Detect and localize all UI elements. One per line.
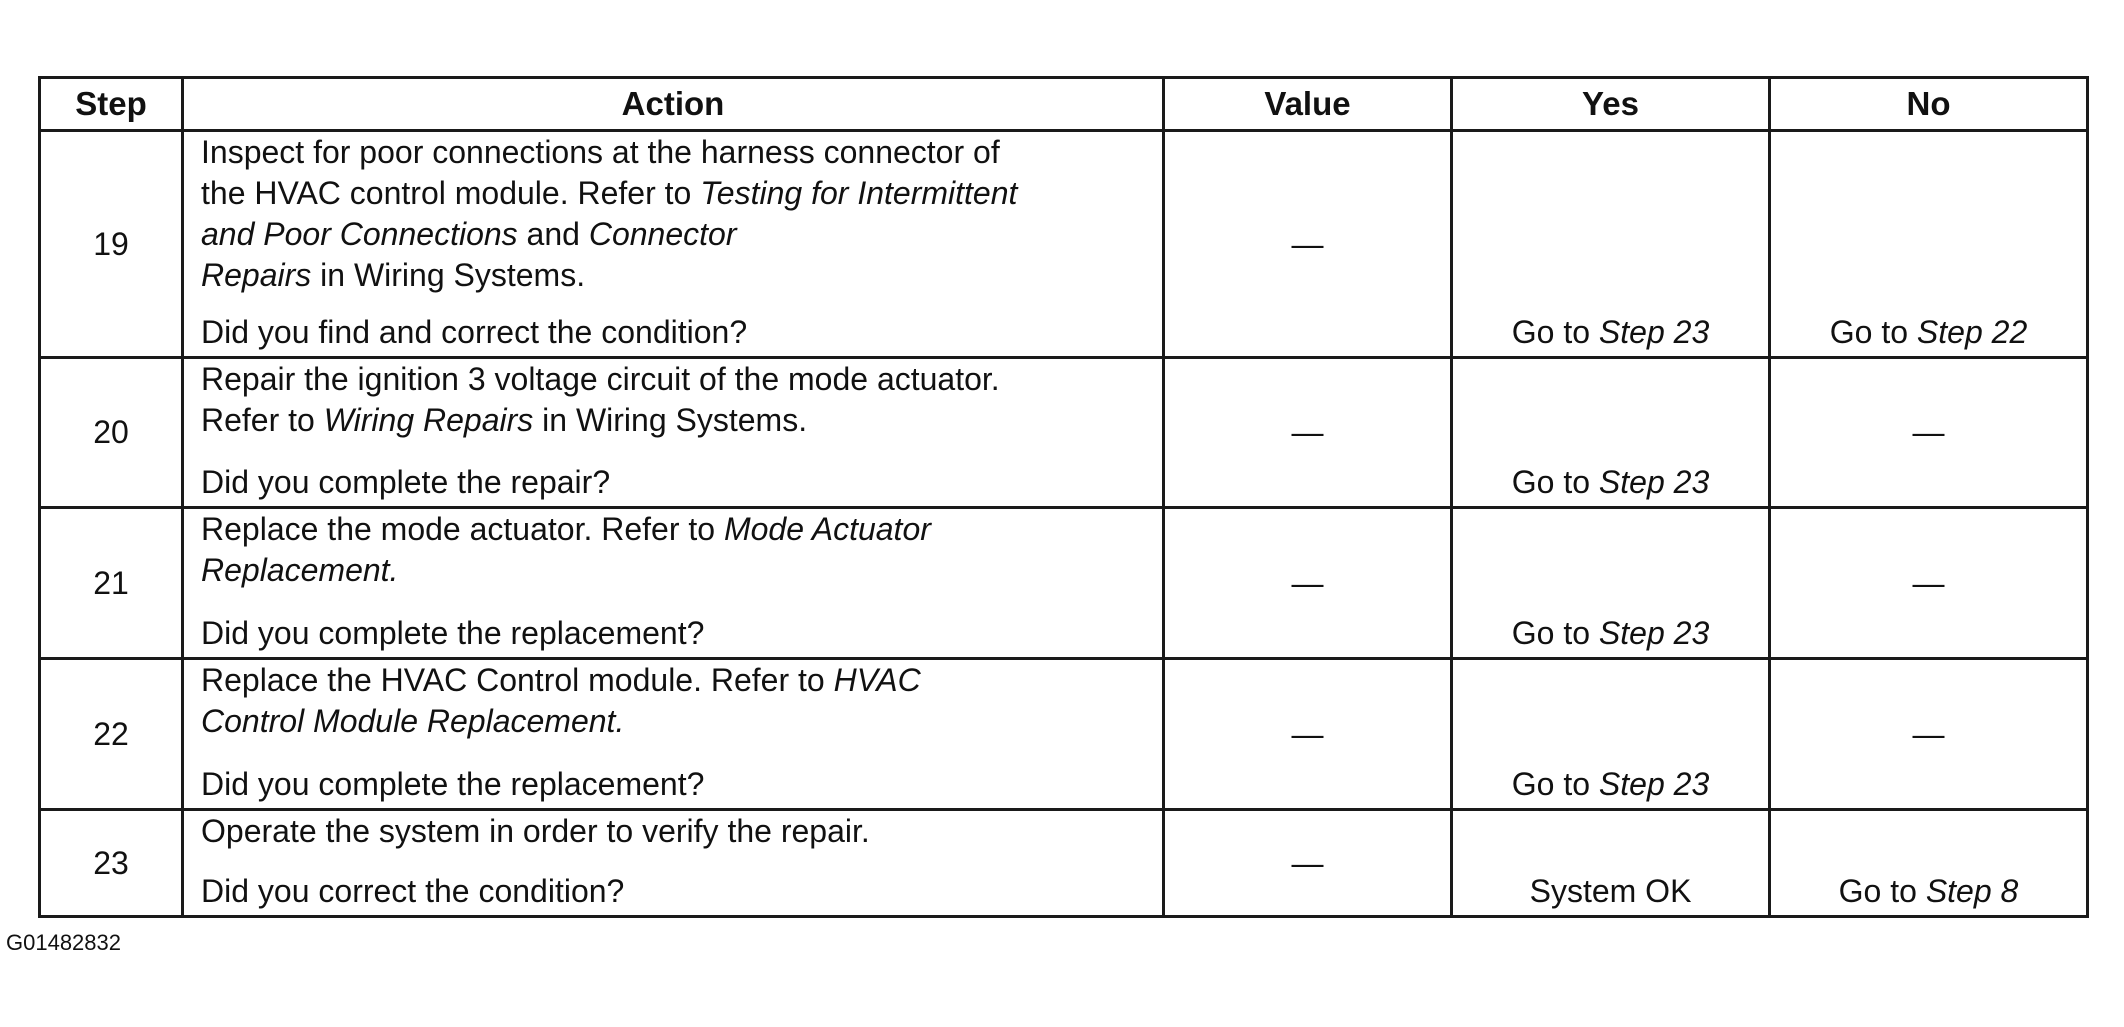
action-cell (183, 659, 1164, 810)
header-row (40, 78, 2088, 131)
reference-link: Replacement. (201, 552, 399, 588)
action-question: Did you complete the replacement? (201, 766, 705, 802)
action-header: Action (183, 78, 1164, 131)
yes-cell: Go to Step 23 (1452, 508, 1770, 659)
step-number: 23 (40, 810, 183, 917)
reference-link: and Poor Connections (201, 216, 518, 252)
reference-link: Repairs (201, 257, 312, 293)
reference-link: Testing for Intermittent (700, 175, 1018, 211)
step-number: 20 (40, 358, 183, 508)
reference-link: Control Module Replacement. (201, 703, 625, 739)
reference-link: Wiring Repairs (323, 402, 534, 438)
action-text: Inspect for poor connections at the harness connector of the HVAC control module. Refer to Testing for Intermittent and Poor Connections and Connector Repairs in Wiring Systems. (201, 134, 1018, 293)
action-question: Did you find and correct the condition? (201, 314, 748, 350)
step-number: 22 (40, 659, 183, 810)
yes-cell: Go to Step 23 (1452, 131, 1770, 358)
action-text: Replace the mode actuator. Refer to Mode Actuator Replacement. (201, 511, 931, 588)
action-cell (183, 131, 1164, 358)
value-cell: — (1164, 508, 1452, 659)
table-row (40, 358, 2088, 508)
step-header: Step (40, 78, 183, 131)
value-cell: — (1164, 810, 1452, 917)
value-cell: — (1164, 659, 1452, 810)
table-row (40, 508, 2088, 659)
no-cell: — (1770, 358, 2088, 508)
action-question: Did you correct the condition? (201, 873, 625, 909)
no-cell: — (1770, 508, 2088, 659)
yes-cell: Go to Step 23 (1452, 358, 1770, 508)
yes-cell: Go to Step 23 (1452, 659, 1770, 810)
reference-link: Connector (588, 216, 737, 252)
figure-id: G01482832 (6, 930, 121, 955)
no-cell: — (1770, 659, 2088, 810)
table-row (40, 810, 2088, 917)
no-header: No (1770, 78, 2088, 131)
table-row (40, 131, 2088, 358)
action-text: Repair the ignition 3 voltage circuit of the mode actuator. Refer to Wiring Repairs in Wiring Systems. (201, 361, 1000, 438)
no-cell: Go to Step 8 (1770, 810, 2088, 917)
yes-cell: System OK (1452, 810, 1770, 917)
action-cell (183, 358, 1164, 508)
step-number: 19 (40, 131, 183, 358)
table-row (40, 659, 2088, 810)
no-cell: Go to Step 22 (1770, 131, 2088, 358)
action-cell (183, 810, 1164, 917)
action-question: Did you complete the repair? (201, 464, 611, 500)
action-cell (183, 508, 1164, 659)
reference-link: HVAC (833, 662, 921, 698)
reference-link: Mode Actuator (723, 511, 931, 547)
value-cell: — (1164, 358, 1452, 508)
value-cell: — (1164, 131, 1452, 358)
diagnostic-table (38, 76, 2089, 918)
step-number: 21 (40, 508, 183, 659)
action-question: Did you complete the replacement? (201, 615, 705, 651)
action-text: Operate the system in order to verify the repair. (201, 813, 870, 849)
value-header: Value (1164, 78, 1452, 131)
yes-header: Yes (1452, 78, 1770, 131)
action-text: Replace the HVAC Control module. Refer to HVAC Control Module Replacement. (201, 662, 921, 739)
